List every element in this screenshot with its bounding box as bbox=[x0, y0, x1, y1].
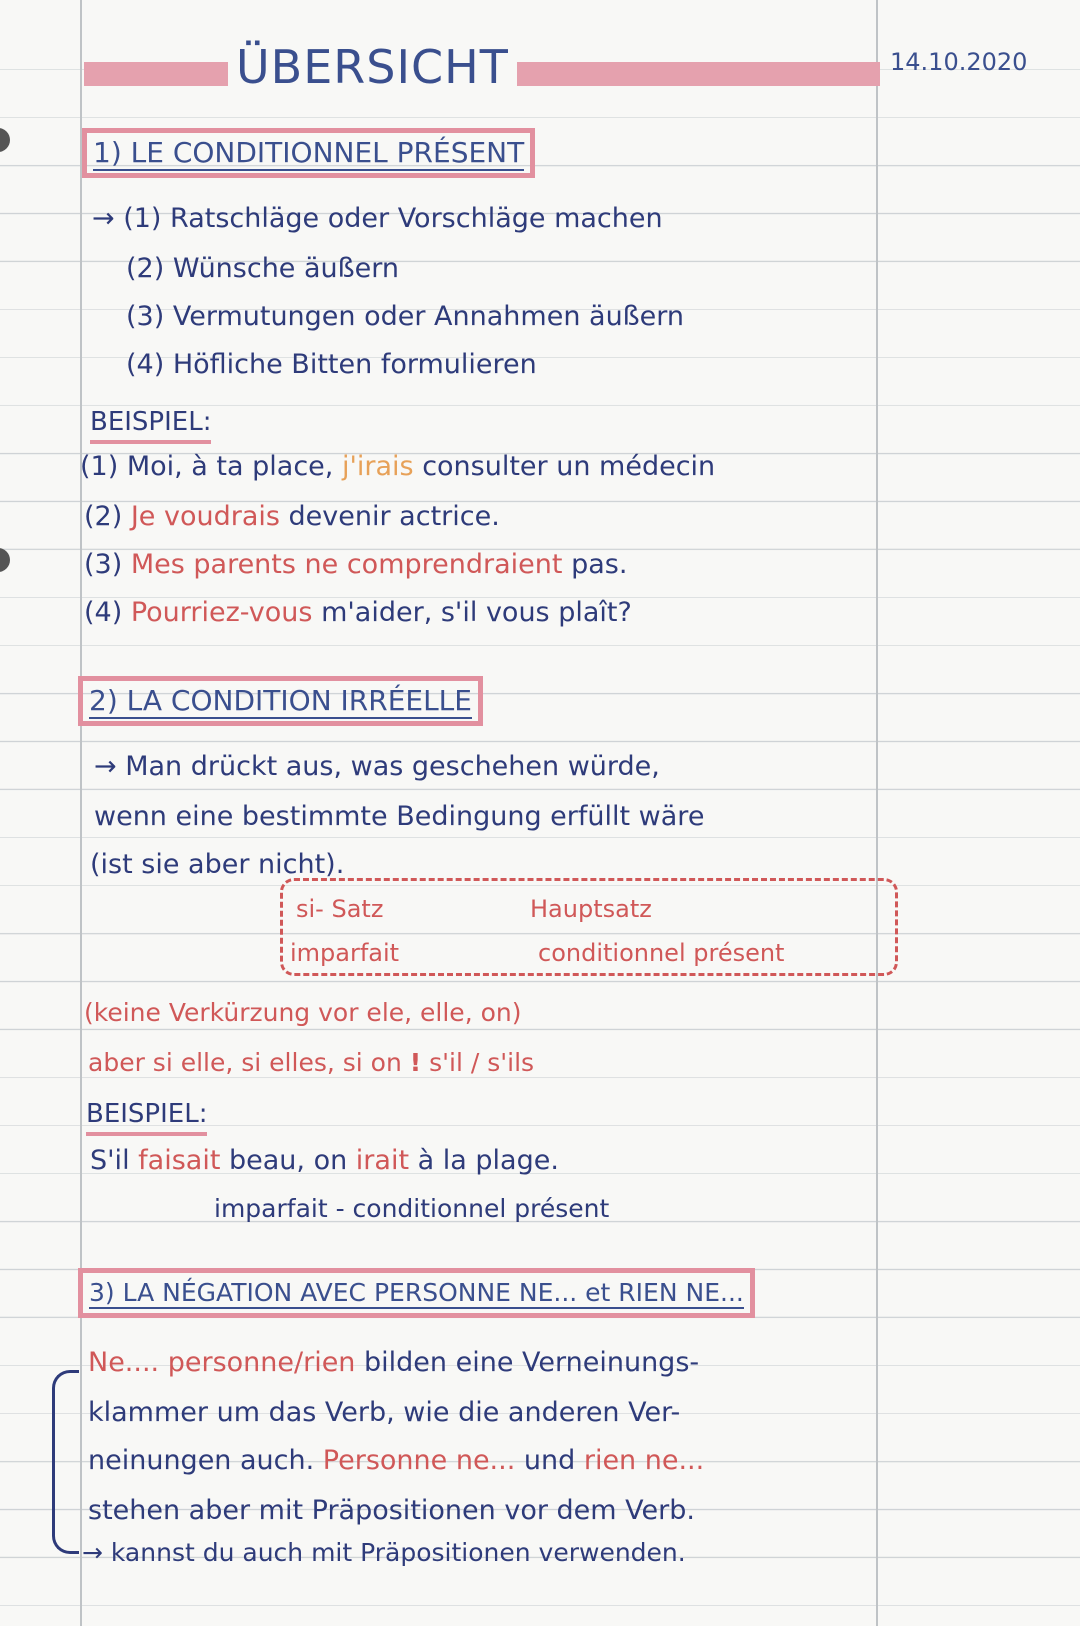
section-3-heading-text: 3) LA NÉGATION AVEC PERSONNE NE... et RIEN NE... bbox=[89, 1278, 744, 1307]
date: 14.10.2020 bbox=[890, 48, 1028, 76]
note-line bbox=[88, 1044, 534, 1082]
table-val-imparfait: imparfait bbox=[290, 939, 400, 967]
example-text: (2) bbox=[84, 501, 131, 532]
example-text: S'il bbox=[90, 1145, 139, 1176]
highlight-text: Personne ne... bbox=[322, 1445, 516, 1476]
example-verb: j'irais bbox=[341, 451, 414, 482]
example-text: pas. bbox=[562, 549, 628, 580]
left-margin-line bbox=[80, 0, 82, 1626]
note-line: (keine Verkürzung vor ele, elle, on) bbox=[84, 998, 522, 1027]
example-verb: Mes parents ne comprendraient bbox=[130, 549, 563, 580]
page-title: ÜBERSICHT bbox=[228, 40, 517, 94]
table-head-si: si- Satz bbox=[296, 895, 384, 923]
example-text: à la plage. bbox=[409, 1145, 559, 1176]
example-verb: irait bbox=[355, 1145, 410, 1176]
bracket-mark bbox=[52, 1370, 79, 1554]
text-line: → kannst du auch mit Präpositionen verwenden. bbox=[82, 1538, 686, 1567]
example-line bbox=[84, 498, 500, 536]
example-label: BEISPIEL: bbox=[86, 1096, 207, 1136]
table-head-hauptsatz: Hauptsatz bbox=[530, 895, 652, 923]
example-verb: faisait bbox=[138, 1145, 221, 1176]
punch-hole bbox=[0, 548, 10, 572]
example-label: BEISPIEL: bbox=[90, 404, 211, 444]
example-verb: Pourriez-vous bbox=[130, 597, 313, 628]
example-text: (3) bbox=[84, 549, 131, 580]
section-1-heading bbox=[82, 128, 535, 178]
example-verb: Je voudrais bbox=[130, 501, 280, 532]
example-line bbox=[90, 1142, 559, 1180]
text-line bbox=[88, 1344, 699, 1382]
example-line bbox=[80, 448, 715, 486]
warning-mark: ! bbox=[409, 1048, 422, 1077]
punch-hole bbox=[0, 128, 10, 152]
text-line: klammer um das Verb, wie die anderen Ver- bbox=[88, 1397, 681, 1428]
example-text: beau, on bbox=[220, 1145, 356, 1176]
example-line bbox=[84, 594, 632, 632]
example-text: (1) Moi, à ta place, bbox=[80, 451, 342, 482]
section-2-heading bbox=[78, 676, 483, 726]
plain-text: und bbox=[515, 1445, 584, 1476]
note-text: aber si elle, si elles, si on bbox=[88, 1048, 410, 1077]
use-item: (3) Vermutungen oder Annahmen äußern bbox=[126, 301, 685, 332]
right-margin-line bbox=[876, 0, 878, 1626]
example-text: devenir actrice. bbox=[279, 501, 500, 532]
section-3-heading bbox=[78, 1268, 755, 1318]
section-2-heading-text: 2) LA CONDITION IRRÉELLE bbox=[89, 684, 472, 717]
section-1-heading-text: 1) LE CONDITIONNEL PRÉSENT bbox=[93, 136, 525, 169]
text-line: stehen aber mit Präpositionen vor dem Verb. bbox=[88, 1495, 695, 1526]
text-line bbox=[88, 1442, 704, 1480]
explanation-line: (ist sie aber nicht). bbox=[90, 849, 345, 880]
example-text: consulter un médecin bbox=[413, 451, 716, 482]
use-item: (4) Höfliche Bitten formulieren bbox=[126, 349, 537, 380]
highlight-text: Ne.... personne/rien bbox=[88, 1347, 356, 1378]
explanation-line: wenn eine bestimmte Bedingung erfüllt wäre bbox=[94, 801, 705, 832]
example-text: (4) bbox=[84, 597, 131, 628]
note-text: s'il / s'ils bbox=[421, 1048, 535, 1077]
example-line bbox=[84, 546, 627, 584]
use-item: (2) Wünsche äußern bbox=[126, 253, 400, 284]
explanation-line: → Man drückt aus, was geschehen würde, bbox=[94, 751, 660, 782]
highlight-text: rien ne... bbox=[583, 1445, 705, 1476]
example-text: m'aider, s'il vous plaît? bbox=[312, 597, 632, 628]
plain-text: neinungen auch. bbox=[88, 1445, 323, 1476]
table-val-conditionnel: conditionnel présent bbox=[538, 939, 785, 967]
use-item: → (1) Ratschläge oder Vorschläge machen bbox=[92, 203, 663, 234]
plain-text: bilden eine Verneinungs- bbox=[355, 1347, 700, 1378]
example-note: imparfait - conditionnel présent bbox=[214, 1194, 610, 1223]
